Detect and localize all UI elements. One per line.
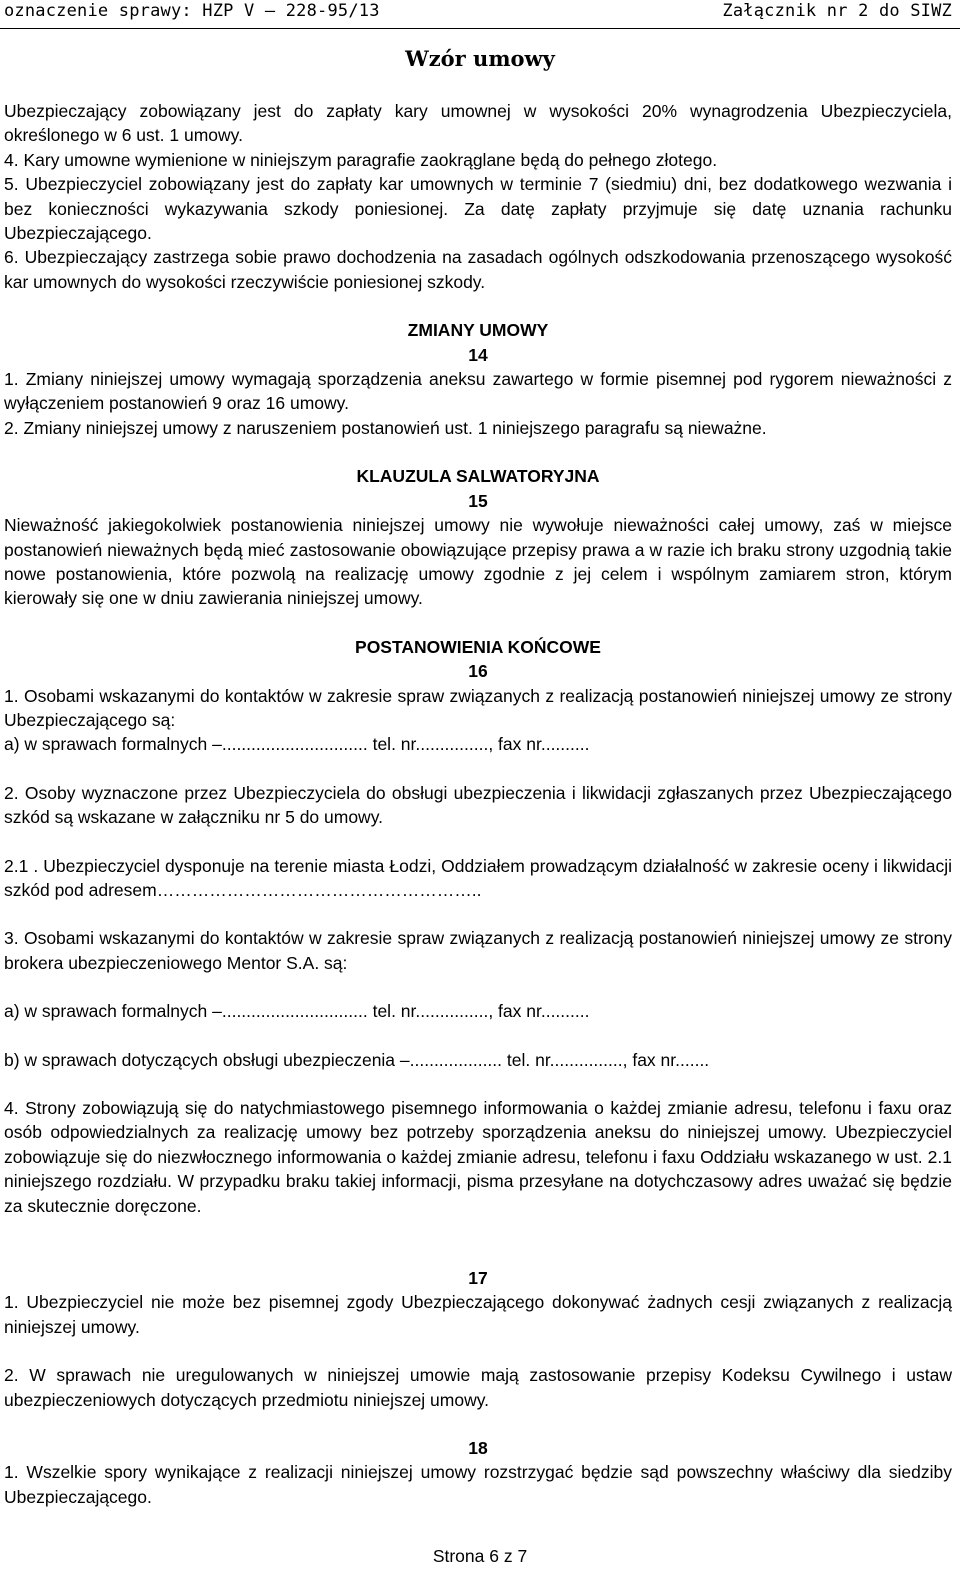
section-heading: KLAUZULA SALWATORYJNA — [356, 466, 600, 487]
paragraph: 5. Ubezpieczyciel zobowiązany jest do zapłaty kar umownych w terminie 7 (siedmiu) dni, bez dodatkowego wezwania i bez konieczności wykazywania szkody poniesionej. Za datę zapłaty przyjmuje się datę uznania rachunku Ubezpieczającego. — [4, 174, 952, 244]
paragraph-spacer — [4, 1242, 952, 1266]
paragraph: 4. Strony zobowiązują się do natychmiastowego pisemnego informowania o każdej zmianie adresu, telefonu i faxu oraz osób odpowiedzialnych za realizację umowy bez potrzeby sporządzenia aneksu do niniejszej umowy. Ubezpieczyciel zobowiązuje się do niezwłocznego informowania o każdej zmianie adresu, telefonu i faxu Oddziału wskazanego w ust. 2.1 niniejszego rozdziału. W przypadku braku takiej informacji, pisma przesyłane na dotychczasowy adres uważać się będzie za skutecznie doręczone. — [4, 1098, 952, 1216]
paragraph-spacer — [4, 1218, 952, 1242]
document-body — [4, 99, 952, 1509]
paragraph: 4. Kary umowne wymienione w niniejszym paragrafie zaokrąglane będą do pełnego złotego. — [4, 149, 718, 170]
paragraph: a) w sprawach formalnych –.............................. tel. nr..............., fax nr.......... — [4, 734, 590, 755]
paragraph: 1. Osobami wskazanymi do kontaktów w zakresie spraw związanych z realizacją postanowień niniejszej umowy ze strony Ubezpieczającego są: — [4, 685, 952, 730]
paragraph-spacer — [4, 1339, 952, 1363]
attachment-label: Załącznik nr 2 do SIWZ — [722, 1, 952, 21]
section-number: 14 — [468, 344, 488, 365]
section-number: 18 — [468, 1438, 488, 1459]
paragraph: 1. Ubezpieczyciel nie może bez pisemnej zgody Ubezpieczającego dokonywać żadnych cesji związanych z realizacją niniejszej umowy. — [4, 1292, 952, 1337]
paragraph-spacer — [4, 902, 952, 926]
paragraph: 1. Wszelkie spory wynikające z realizacji niniejszej umowy rozstrzygać będzie sąd powszechny właściwy dla siedziby Ubezpieczającego. — [4, 1462, 952, 1507]
paragraph: 2. Osoby wyznaczone przez Ubezpieczyciela do obsługi ubezpieczenia i likwidacji zgłaszanych przez Ubezpieczającego szkód są wskazane w załączniku nr 5 do umowy. — [4, 782, 952, 828]
document-title: Wzór umowy — [405, 46, 555, 71]
paragraph-spacer — [4, 975, 952, 999]
paragraph: 2.1 . Ubezpieczyciel dysponuje na terenie miasta Łodzi, Oddziałem prowadzącym działalność w zakresie oceny i likwidacji szkód pod adresem……………………………………………….. — [4, 855, 952, 900]
section-number: 16 — [468, 661, 488, 682]
paragraph-spacer — [4, 830, 952, 854]
paragraph: 1. Zmiany niniejszej umowy wymagają sporządzenia aneksu zawartego w formie pisemnej pod rygorem nieważności z wyłączeniem postanowień 9 oraz 16 umowy. — [4, 369, 952, 414]
paragraph: 3. Osobami wskazanymi do kontaktów w zakresie spraw związanych z realizacją postanowień niniejszej umowy ze strony brokera ubezpieczeniowego Mentor S.A. są: — [4, 928, 952, 973]
section-heading: POSTANOWIENIA KOŃCOWE — [355, 636, 601, 657]
page-number: Strona 6 z 7 — [432, 1546, 528, 1566]
paragraph-spacer — [4, 757, 952, 781]
paragraph: 2. W sprawach nie uregulowanych w niniejszej umowie mają zastosowanie przepisy Kodeksu Cywilnego i ustaw ubezpieczeniowych dotyczących przedmiotu niniejszej umowy. — [4, 1365, 952, 1410]
paragraph-spacer — [4, 611, 952, 635]
section-number: 17 — [468, 1268, 488, 1289]
paragraph: Ubezpieczający zobowiązany jest do zapłaty kary umownej w wysokości 20% wynagrodzenia Ubezpieczyciela, określonego w 6 ust. 1 umowy. — [4, 101, 952, 146]
section-number: 15 — [468, 490, 488, 511]
case-reference: oznaczenie sprawy: HZP V – 228-95/13 — [4, 1, 380, 21]
paragraph: a) w sprawach formalnych –.............................. tel. nr..............., fax nr.......... — [4, 1001, 590, 1022]
paragraph-spacer — [4, 1024, 952, 1048]
paragraph-spacer — [4, 440, 952, 464]
paragraph: Nieważność jakiegokolwiek postanowienia niniejszej umowy nie wywołuje nieważności całej umowy, zaś w miejsce postanowień nieważnych będą mieć zastosowanie obowiązujące przepisy prawa a w razie ich braku strony uzgodnią takie nowe postanowienia, które pozwolą na realizację umowy zgodnie z jej celem i wspólnym zamiarem stron, którym kierowały się one w dniu zawierania niniejszej umowy. — [4, 515, 952, 609]
page-header — [0, 0, 960, 29]
paragraph-spacer — [4, 294, 952, 318]
paragraph: 2. Zmiany niniejszej umowy z naruszeniem postanowień ust. 1 niniejszego paragrafu są nieważne. — [4, 417, 767, 438]
paragraph-spacer — [4, 1412, 952, 1436]
section-heading: ZMIANY UMOWY — [407, 320, 549, 341]
paragraph: b) w sprawach dotyczących obsługi ubezpieczenia –................... tel. nr..............., fax nr....... — [4, 1049, 710, 1070]
paragraph: 6. Ubezpieczający zastrzega sobie prawo dochodzenia na zasadach ogólnych odszkodowania przenoszącego wysokość kar umownych do wysokości rzeczywiście poniesionej szkody. — [4, 247, 952, 292]
paragraph-spacer — [4, 1072, 952, 1096]
